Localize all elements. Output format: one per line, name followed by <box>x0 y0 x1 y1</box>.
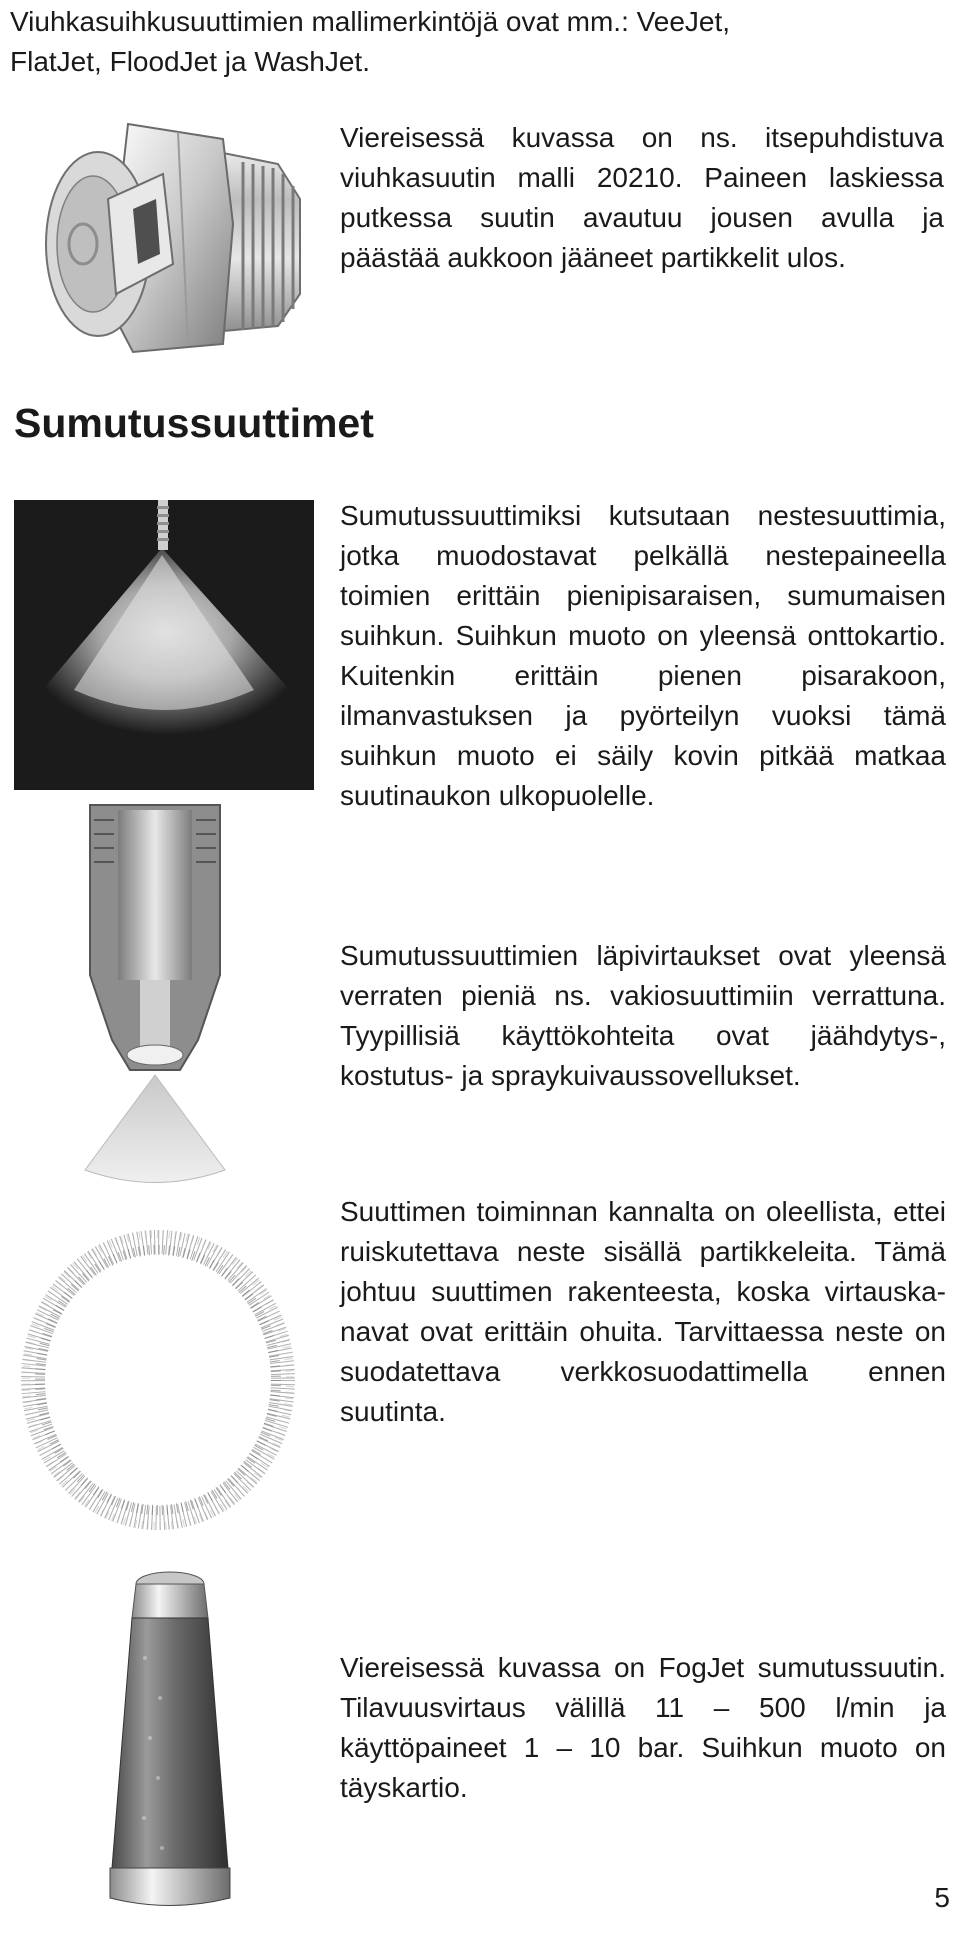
hollow-cone-pattern-image <box>18 1230 298 1530</box>
self-cleaning-nozzle-paragraph: Viereisessä kuvassa on ns. itsepuhdistuva viuhkasuutin malli 20210. Paineen laskiessa putkessa suutin avautuu jousen avulla ja päästää aukkoon jääneet partikkelit ulos. <box>340 122 944 273</box>
mist-spray-photo <box>14 500 314 790</box>
intro-line-1: Viuhkasuihkusuuttimien mallimerkintöjä ovat mm.: VeeJet, <box>10 6 731 37</box>
section-heading: Sumutussuuttimet <box>14 400 374 446</box>
fogjet-nozzle-image <box>100 1568 240 1908</box>
nozzle-cross-section-image <box>80 800 230 1200</box>
filter-paragraph: Suuttimen toiminnan kannalta on oleellista, ettei ruiskutettava neste sisällä partikkeleita. Tämä johtuu suuttimen rakenteesta, koska virtauskanavat ovat erittäin ohuita. Tarvittaessa neste on suodatettava verkkosuodattimella ennen suutinta. <box>340 1196 946 1427</box>
mist-nozzle-paragraph: Sumutussuuttimiksi kutsutaan nestesuuttimia, jotka muodostavat pelkällä nestepaineella toimien erittäin pienipisaraisen, sumumaisen suihkun. Suihkun muoto on yleensä onttokartio. Kuitenkin erittäin pienen pisarakoon, ilmanvastuksen ja pyörteilyn vuoksi tämä suihkun muoto ei säily kovin pitkää matkaa suutinaukon ulkopuolelle. <box>340 500 946 811</box>
fogjet-paragraph: Viereisessä kuvassa on FogJet sumutussuutin. Tilavuusvirtaus välillä 11 – 500 l/min ja käyttöpaineet 1 – 10 bar. Suihkun muoto on täyskartio. <box>340 1652 946 1803</box>
intro-line-2: FlatJet, FloodJet ja WashJet. <box>10 46 370 77</box>
page-number: 5 <box>934 1882 950 1913</box>
self-cleaning-nozzle-image <box>38 104 318 356</box>
flow-paragraph: Sumutussuuttimien läpivirtaukset ovat yleensä verraten pieniä ns. vakiosuuttimiin verrattuna. Tyypillisiä käyttökohteita ovat jäähdytys-, kostutus- ja spraykuivaussovellukset. <box>340 940 946 1091</box>
